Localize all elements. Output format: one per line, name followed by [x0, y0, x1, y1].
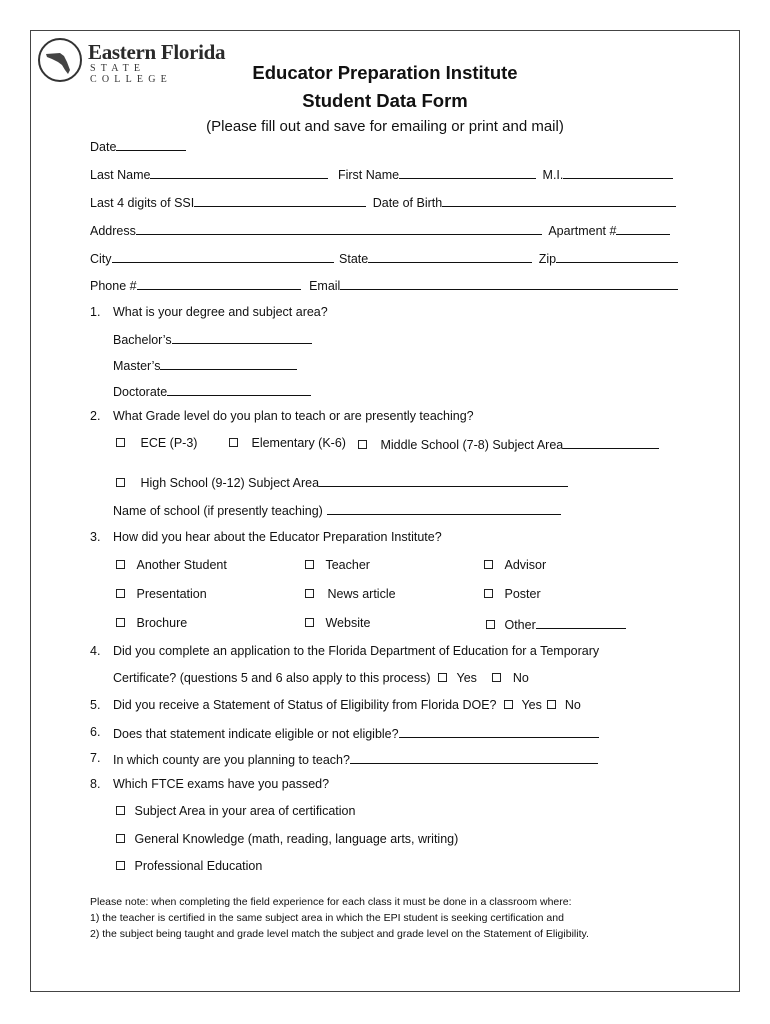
- q3-number: 3.: [90, 530, 101, 544]
- note-line-1: Please note: when completing the field experience for each class it must be done in a classroom where:: [90, 896, 572, 908]
- ftce-professional-education: [116, 859, 262, 873]
- question-8: [90, 777, 330, 791]
- ftce-general-knowledge-checkbox[interactable]: [116, 834, 125, 843]
- bachelors-row: [113, 331, 312, 347]
- question-7: [90, 751, 350, 767]
- another-student-label: Another Student: [136, 558, 227, 572]
- masters-row: [113, 357, 297, 373]
- q4-line-2: [113, 671, 529, 685]
- apartment-label: Apartment #: [548, 224, 617, 238]
- q4-yes-label: Yes: [456, 671, 477, 685]
- zip-label: Zip: [538, 252, 557, 266]
- high-checkbox[interactable]: [116, 478, 125, 487]
- elementary-checkbox[interactable]: [229, 438, 238, 447]
- q6-number: 6.: [90, 725, 101, 739]
- zip-field[interactable]: [556, 250, 678, 263]
- presentation-checkbox[interactable]: [116, 589, 125, 598]
- address-row: [90, 222, 670, 238]
- ssi-field[interactable]: [194, 194, 366, 207]
- school-field[interactable]: [327, 502, 561, 515]
- middle-option: [358, 436, 659, 452]
- other-field[interactable]: [536, 616, 626, 629]
- other-label: Other: [504, 618, 536, 632]
- q5-no-checkbox[interactable]: [547, 700, 556, 709]
- mi-field[interactable]: [563, 166, 673, 179]
- q7-number: 7.: [90, 751, 101, 765]
- q1-number: 1.: [90, 305, 101, 319]
- option-news-article: [305, 587, 396, 601]
- apartment-field[interactable]: [616, 222, 670, 235]
- ftce-subject-area: [116, 804, 355, 818]
- ftce-subject-area-checkbox[interactable]: [116, 806, 125, 815]
- grade-row-1: [116, 436, 197, 450]
- date-row: [90, 138, 186, 154]
- advisor-checkbox[interactable]: [484, 560, 493, 569]
- doctorate-field[interactable]: [167, 383, 311, 396]
- news-article-label: News article: [327, 587, 396, 601]
- doctorate-row: [113, 383, 311, 399]
- first-name-label: First Name: [337, 168, 400, 182]
- high-label: High School (9-12) Subject Area: [140, 476, 320, 490]
- mi-label: M.I.: [542, 168, 564, 182]
- brochure-checkbox[interactable]: [116, 618, 125, 627]
- middle-checkbox[interactable]: [358, 440, 367, 449]
- ftce-professional-education-checkbox[interactable]: [116, 861, 125, 870]
- elementary-label: Elementary (K-6): [251, 436, 346, 450]
- q4-no-checkbox[interactable]: [492, 673, 501, 682]
- ftce-general-knowledge: [116, 832, 458, 846]
- elementary-option: [229, 436, 346, 450]
- note-line-3: 2) the subject being taught and grade level match the subject and grade level on the Statement of Eligibility.: [90, 928, 589, 940]
- ece-checkbox[interactable]: [116, 438, 125, 447]
- dob-label: Date of Birth: [372, 196, 443, 210]
- email-field[interactable]: [340, 277, 678, 290]
- note-line-2: 1) the teacher is certified in the same subject area in which the EPI student is seeking certification and: [90, 912, 564, 924]
- q7-text: In which county are you planning to teach?: [113, 753, 350, 767]
- ssi-row: [90, 194, 676, 210]
- form-instructions: (Please fill out and save for emailing or print and mail): [206, 118, 564, 135]
- option-website: [305, 616, 370, 630]
- q4-number: 4.: [90, 644, 101, 658]
- name-row: [90, 166, 673, 182]
- poster-checkbox[interactable]: [484, 589, 493, 598]
- teacher-checkbox[interactable]: [305, 560, 314, 569]
- ece-label: ECE (P-3): [140, 436, 198, 450]
- q8-number: 8.: [90, 777, 101, 791]
- city-field[interactable]: [112, 250, 334, 263]
- question-2: [90, 409, 474, 423]
- brochure-label: Brochure: [136, 616, 188, 630]
- phone-row: [90, 277, 678, 293]
- question-5: [90, 698, 581, 712]
- q8-text: Which FTCE exams have you passed?: [113, 777, 330, 791]
- poster-label: Poster: [504, 587, 541, 601]
- q2-number: 2.: [90, 409, 101, 423]
- q5-yes-checkbox[interactable]: [504, 700, 513, 709]
- question-3: [90, 530, 442, 544]
- address-label: Address: [90, 224, 136, 238]
- option-another-student: [116, 558, 227, 572]
- teacher-label: Teacher: [325, 558, 370, 572]
- website-label: Website: [325, 616, 371, 630]
- form-title: Educator Preparation Institute: [252, 62, 518, 83]
- q7-field[interactable]: [350, 751, 598, 764]
- q4-text-2: Certificate? (questions 5 and 6 also apply to this process): [113, 671, 431, 685]
- masters-label: Master’s: [113, 359, 161, 373]
- advisor-label: Advisor: [504, 558, 547, 572]
- email-label: Email: [309, 279, 341, 293]
- question-4: [90, 644, 600, 658]
- last-name-label: Last Name: [90, 168, 151, 182]
- option-other: [486, 616, 626, 632]
- q1-text: What is your degree and subject area?: [113, 305, 328, 319]
- another-student-checkbox[interactable]: [116, 560, 125, 569]
- q3-text: How did you hear about the Educator Preparation Institute?: [113, 530, 442, 544]
- q5-yes-label: Yes: [521, 698, 542, 712]
- option-advisor: [484, 558, 546, 572]
- question-6: [90, 725, 399, 741]
- date-label: Date: [90, 140, 117, 154]
- q6-field[interactable]: [399, 725, 599, 738]
- phone-label: Phone #: [90, 279, 137, 293]
- phone-field[interactable]: [137, 277, 301, 290]
- address-field[interactable]: [136, 222, 542, 235]
- city-row: [90, 250, 678, 266]
- bachelors-field[interactable]: [172, 331, 312, 344]
- other-checkbox[interactable]: [486, 620, 495, 629]
- q5-number: 5.: [90, 698, 101, 712]
- q4-no-label: No: [512, 671, 529, 685]
- q5-text: Did you receive a Statement of Status of Eligibility from Florida DOE?: [113, 698, 497, 712]
- ftce-subject-area-label: Subject Area in your area of certification: [134, 804, 356, 818]
- high-option: [116, 474, 568, 490]
- state-field[interactable]: [368, 250, 532, 263]
- q7-line: [113, 751, 598, 767]
- q5-no-label: No: [564, 698, 581, 712]
- form-subtitle-title: Student Data Form: [302, 90, 468, 111]
- ssi-label: Last 4 digits of SSI: [90, 196, 195, 210]
- option-presentation: [116, 587, 207, 601]
- q5-line: [113, 698, 581, 712]
- dob-field[interactable]: [442, 194, 676, 207]
- ftce-general-knowledge-label: General Knowledge (math, reading, language arts, writing): [134, 832, 459, 846]
- city-label: City: [90, 252, 112, 266]
- school-row: [113, 502, 561, 518]
- website-checkbox[interactable]: [305, 618, 314, 627]
- ftce-professional-education-label: Professional Education: [134, 859, 263, 873]
- question-1: [90, 305, 328, 319]
- first-name-field[interactable]: [399, 166, 536, 179]
- middle-label: Middle School (7-8) Subject Area: [380, 438, 564, 452]
- last-name-field[interactable]: [150, 166, 328, 179]
- option-poster: [484, 587, 541, 601]
- date-field[interactable]: [116, 138, 186, 151]
- logo-subtitle: STATE COLLEGE: [90, 63, 172, 85]
- high-subject-field[interactable]: [319, 474, 568, 487]
- middle-subject-field[interactable]: [563, 436, 659, 449]
- masters-field[interactable]: [160, 357, 297, 370]
- doctorate-label: Doctorate: [113, 385, 168, 399]
- state-label: State: [339, 252, 369, 266]
- q4-yes-checkbox[interactable]: [438, 673, 447, 682]
- option-teacher: [305, 558, 370, 572]
- news-article-checkbox[interactable]: [305, 589, 314, 598]
- bachelors-label: Bachelor’s: [113, 333, 172, 347]
- q4-text: Did you complete an application to the Florida Department of Education for a Temporary: [113, 644, 600, 658]
- q6-text: Does that statement indicate eligible or not eligible?: [113, 727, 399, 741]
- logo-name: Eastern Florida: [88, 40, 226, 64]
- option-brochure: [116, 616, 187, 630]
- q6-line: [113, 725, 599, 741]
- presentation-label: Presentation: [136, 587, 207, 601]
- q2-text: What Grade level do you plan to teach or are presently teaching?: [113, 409, 474, 423]
- school-label: Name of school (if presently teaching): [113, 504, 323, 518]
